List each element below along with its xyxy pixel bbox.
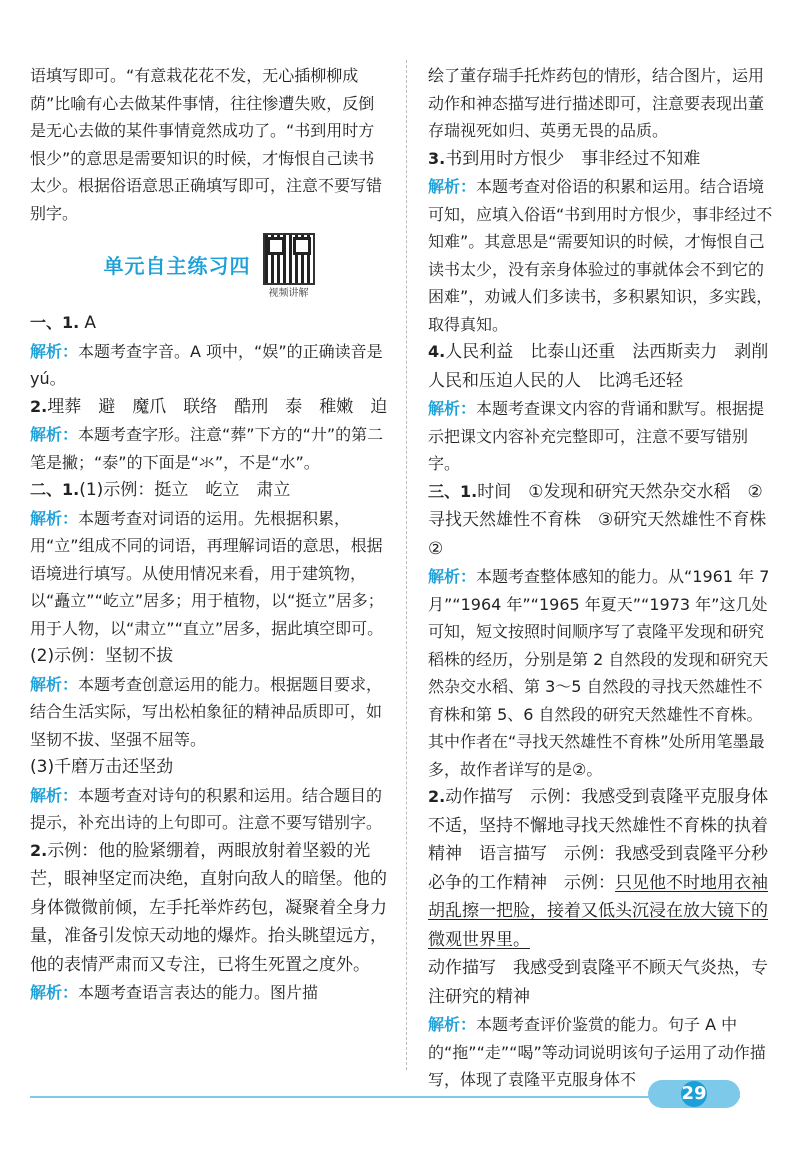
- q31-analysis-text: 本题考查整体感知的能力。从“1961 年 7 月”“1964 年”“1965 年夏天”“1973 年”这几处可知，短文按照时间顺序写了袁隆平发现和研究稻株的经历，分别是第 2 自然段的发现和研究天然杂交水稻、第 3～5 自然段的寻找天然雄性不育株和第 5、6 自然段的研究天然雄性不育株。其中作者在“寻找天然雄性不育株”处所用笔墨最多，故作者详写的是②。: [428, 567, 770, 779]
- q1-analysis-text: 本题考查字音。A 项中，“娱”的正确读音是 yú。: [30, 341, 383, 388]
- q4-answer: [428, 338, 773, 395]
- q32-number: 2.: [428, 787, 446, 806]
- q22-answer: [30, 642, 388, 671]
- column-divider: [406, 60, 407, 1070]
- q32-answer: [428, 783, 773, 954]
- q31-answer-text: 时间 ①发现和研究天然杂交水稻 ②寻找天然雄性不育株 ③研究天然雄性不育株 ②: [428, 481, 784, 559]
- analysis-label: 解析：: [428, 399, 477, 418]
- q32-answer-b: [428, 954, 773, 1011]
- q32-analysis-text: 本题考查评价鉴赏的能力。句子 A 中的“拖”“走”“喝”等动词说明该句子运用了动作描写，体现了袁隆平克服身体不: [428, 1015, 766, 1089]
- q3-answer-text: 书到用时方恨少 事非经过不知难: [445, 148, 701, 169]
- q32-answer-underlined: 只见他不时地用衣袖胡乱擦一把脸，接着又低头沉浸在放大镜下的微观世界里。: [428, 872, 768, 950]
- q3-analysis: [428, 173, 773, 338]
- q1-answer-text: A: [84, 313, 96, 333]
- q4-number: 4.: [428, 342, 446, 361]
- q4-analysis-text: 本题考查课文内容的背诵和默写。根据提示把课文内容补充完整即可，注意不要写错别字。: [428, 399, 765, 473]
- analysis-label: 解析：: [30, 785, 79, 805]
- analysis-label: 解析：: [428, 1015, 477, 1034]
- unit-header: [30, 231, 388, 303]
- q3-number: 3.: [428, 148, 446, 168]
- page-number-badge: [648, 1080, 740, 1108]
- q21-answer-text: (1)示例：挺立 屹立 肃立: [79, 480, 291, 500]
- q2-number: 2.: [30, 396, 48, 416]
- section-3-label: 三、: [428, 481, 461, 501]
- q2b-answer: [30, 837, 388, 980]
- q3-analysis-text: 本题考查对俗语的积累和运用。结合语境可知，应填入俗语“书到用时方恨少，事非经过不知难”。其意思是“需要知识的时候，才悔恨自己读书太少，没有亲身体验过的事就体会不到它的困难”，劝诫人们多读书，多积累知识，多实践，取得真知。: [428, 177, 773, 334]
- q21-analysis: [30, 505, 388, 643]
- q2b-analysis: [30, 979, 388, 1007]
- qr-block[interactable]: [263, 233, 315, 301]
- q4-analysis: [428, 395, 773, 478]
- analysis-label: 解析：: [30, 425, 79, 444]
- qr-code-icon[interactable]: [263, 233, 315, 285]
- q2b-number: 2.: [30, 840, 48, 860]
- left-column: [30, 62, 388, 1007]
- q1-number: 1.: [62, 313, 80, 332]
- q21-analysis-text: 本题考查对词语的运用。先根据积累，用“立”组成不同的词语，再理解词语的意思，根据语境进行填写。从使用情况来看，用于建筑物，以“矗立”“屹立”居多；用于植物，以“挺立”居多；用于人物，以“肃立”“直立”居多，据此填空即可。: [30, 508, 384, 638]
- q22-analysis-text: 本题考查创意运用的能力。根据题目要求，结合生活实际，写出松柏象征的精神品质即可，如坚韧不拔、坚强不屈等。: [30, 674, 383, 749]
- footer-line: [30, 1096, 740, 1098]
- q32-answer-text-b: 动作描写 我感受到袁隆平不顾天气炎热，专注研究的精神: [428, 958, 768, 1007]
- q3-answer: [428, 145, 773, 174]
- q1-answer: [30, 309, 388, 338]
- q4-answer-text: 人民利益 比泰山还重 法西斯卖力 剥削人民和压迫人民的人 比鸿毛还轻: [428, 342, 769, 391]
- left-intro-text: 语填写即可。“有意栽花花不发，无心插柳柳成荫”比喻有心去做某件事情，往往惨遭失败，反倒是无心去做的某件事情竟然成功了。“书到用时方恨少”的意思是需要知识的时候，才悔恨自己读书太少。根据俗语意思正确填写即可，注意不要写错别字。: [30, 66, 383, 223]
- analysis-label: 解析：: [30, 508, 79, 528]
- q23-analysis: [30, 782, 388, 837]
- q22-analysis: [30, 671, 388, 754]
- q1-analysis: [30, 338, 388, 393]
- analysis-label: 解析：: [428, 567, 477, 586]
- q31-answer: [428, 478, 784, 564]
- q31-number: 1.: [460, 481, 478, 501]
- page-number: 29: [681, 1081, 707, 1107]
- section-1-label: 一、: [30, 313, 63, 332]
- q2b-analysis-text: 本题考查语言表达的能力。图片描: [78, 983, 319, 1002]
- q23-answer: [30, 753, 388, 782]
- q2-answer-text: 埋葬 避 魔爪 联络 酷刑 泰 稚嫩 迫: [47, 396, 388, 417]
- q21-answer: [30, 476, 388, 505]
- q23-answer-text: (3)千磨万击还坚劲: [30, 757, 174, 777]
- q2-analysis-text: 本题考查字形。注意“葬”下方的“廾”的第二笔是撇；“泰”的下面是“氺”，不是“水”。: [30, 425, 384, 472]
- qr-label: 视频讲解: [268, 288, 309, 299]
- q31-analysis: [428, 563, 773, 783]
- q21-number: 1.: [62, 480, 80, 499]
- section-2-label: 二、: [30, 480, 63, 499]
- right-intro-text: 绘了董存瑞手托炸药包的情形，结合图片，运用动作和神态描写进行描述即可，注意要表现出董存瑞视死如归、英勇无畏的品质。: [428, 66, 765, 140]
- analysis-label: 解析：: [30, 983, 79, 1002]
- q2b-answer-text: 示例：他的脸紧绷着，两眼放射着坚毅的光芒，眼神坚定而决绝，直射向敌人的暗堡。他的身体微微前倾，左手托举炸药包，凝聚着全身力量，准备引发惊天动地的爆炸。抬头眺望远方，他的表情严肃而又专注，已将生死置之度外。: [30, 840, 387, 975]
- q2-analysis: [30, 421, 388, 476]
- analysis-label: 解析：: [30, 341, 79, 361]
- unit-title: 单元自主练习四: [103, 254, 251, 279]
- q22-answer-text: (2)示例：坚韧不拔: [30, 646, 174, 666]
- analysis-label: 解析：: [428, 177, 477, 196]
- q2-answer: [30, 393, 388, 422]
- right-column: [428, 62, 784, 1094]
- q23-analysis-text: 本题考查对诗句的积累和运用。结合题目的提示，补充出诗的上句即可。注意不要写错别字。: [30, 785, 383, 832]
- q32-answer-text-a: 动作描写 示例：我感受到袁隆平克服身体不适，坚持不懈地寻找天然雄性不育株的执着精神 语言描写 示例：我感受到袁隆平分秒必争的工作精神 示例：: [428, 787, 769, 893]
- analysis-label: 解析：: [30, 674, 79, 694]
